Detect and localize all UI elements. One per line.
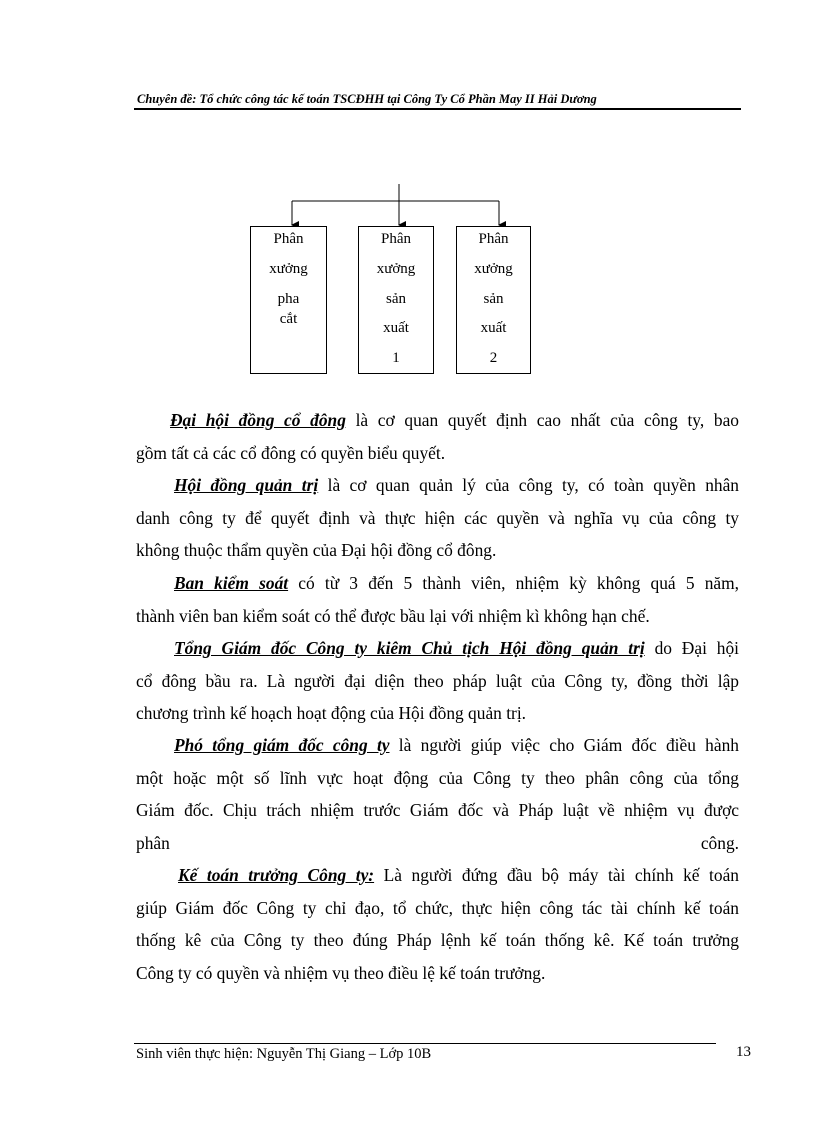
- page-number: 13: [736, 1044, 751, 1060]
- term-supervisory-board: Ban kiểm soát: [174, 573, 289, 593]
- paragraph-text: Là người đứng đầu bộ máy tài chính kế toán: [374, 865, 739, 885]
- paragraph-text: chương trình kế hoạch hoạt động của Hội đồng quản trị.: [136, 703, 527, 723]
- box-text: xưởng: [376, 261, 416, 277]
- paragraph-text: danh công ty để quyết định và thực hiện các quyền và nghĩa vụ của công ty: [136, 507, 739, 528]
- paragraph-text: là cơ quan quản lý của công ty, có toàn quyền nhân: [318, 475, 739, 495]
- paragraph-text: là người giúp việc cho Giám đốc điều hành: [389, 735, 739, 755]
- paragraph-text: Công ty có quyền và nhiệm vụ theo điều lệ kế toán trưởng.: [136, 962, 546, 983]
- paragraph-text: phân công.: [136, 832, 739, 853]
- box-text: Phân: [478, 231, 509, 247]
- paragraph-text: thống kê của Công ty theo đúng Pháp lệnh kế toán thống kê. Kế toán trưởng: [136, 930, 739, 950]
- box-text: Phân: [381, 231, 411, 247]
- paragraph-text: gồm tất cả các cổ đông có quyền biểu quyết.: [136, 442, 446, 463]
- footer-rule: [134, 1043, 716, 1044]
- paragraph-shareholders-meeting: [136, 404, 739, 469]
- box-text: sản: [386, 291, 406, 307]
- workshop-box-cutting: [250, 226, 327, 374]
- paragraph-text: cổ đông bầu ra. Là người đại diện theo pháp luật của Công ty, đồng thời lập: [136, 670, 739, 691]
- paragraph-text: một hoặc một số lĩnh vực hoạt động của Công ty theo phân công của tổng: [136, 767, 739, 788]
- box-text: cắt: [279, 311, 298, 327]
- paragraph-text: không thuộc thẩm quyền của Đại hội đồng cổ đông.: [136, 540, 497, 560]
- paragraph-text: do Đại hội: [644, 638, 739, 658]
- box-text: xuất: [383, 320, 409, 336]
- paragraph-text: là cơ quan quyết định cao nhất của công ty, bao: [345, 410, 739, 430]
- term-general-director: Tổng Giám đốc Công ty kiêm Chủ tịch Hội đồng quản trị: [174, 638, 645, 658]
- box-text: pha: [277, 291, 300, 307]
- paragraph-text: thành viên ban kiểm soát có thể được bầu lại với nhiệm kì không hạn chế.: [136, 605, 650, 626]
- paragraph-deputy-director: [136, 729, 739, 859]
- box-text: xưởng: [474, 261, 513, 277]
- box-text: Phân: [273, 231, 304, 247]
- term-chief-accountant: Kế toán trưởng Công ty:: [178, 865, 375, 885]
- workshop-box-production-1: [358, 226, 434, 374]
- box-text: xưởng: [269, 261, 308, 277]
- paragraph-general-director: [136, 632, 739, 730]
- paragraph-text: Giám đốc. Chịu trách nhiệm trước Giám đốc và Pháp luật về nhiệm vụ được: [136, 800, 739, 820]
- paragraph-text: có từ 3 đến 5 thành viên, nhiệm kỳ không quá 5 năm,: [288, 573, 739, 593]
- footer-author: Sinh viên thực hiện: Nguyễn Thị Giang – Lớp 10B: [136, 1046, 432, 1062]
- box-text: xuất: [480, 320, 507, 336]
- term-deputy-director: Phó tổng giám đốc công ty: [174, 735, 390, 755]
- paragraph-text: giúp Giám đốc Công ty chỉ đạo, tổ chức, thực hiện công tác tài chính kế toán: [136, 897, 739, 918]
- box-text: sản: [483, 291, 504, 307]
- paragraph-board-of-directors: [136, 469, 739, 567]
- workshop-box-production-2: [456, 226, 531, 374]
- header-title: Chuyên đề: Tổ chức công tác kế toán TSCĐHH tại Công Ty Cổ Phần May II Hải Dương: [137, 92, 597, 106]
- box-text: 2: [489, 350, 498, 366]
- paragraph-chief-accountant: [136, 859, 739, 989]
- paragraph-supervisory-board: [136, 567, 739, 632]
- term-shareholders-meeting: Đại hội đồng cổ đông: [170, 410, 346, 430]
- box-text: 1: [392, 350, 400, 366]
- term-board-of-directors: Hội đồng quản trị: [174, 475, 319, 495]
